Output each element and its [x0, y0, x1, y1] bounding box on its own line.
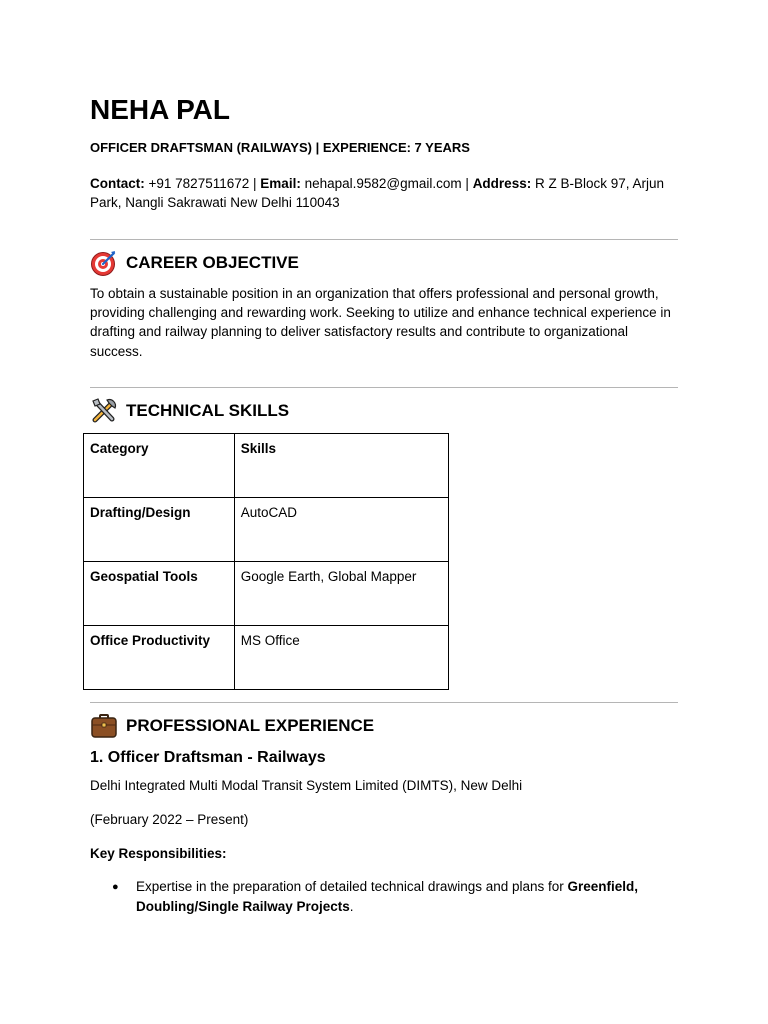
job-period: (February 2022 – Present)	[90, 812, 249, 827]
section-divider	[90, 702, 678, 703]
column-header-skills: Skills	[234, 434, 448, 498]
section-divider	[90, 387, 678, 388]
responsibility-bold: Greenfield, Doubling/Single Railway Projects	[136, 879, 639, 914]
responsibility-plain: Expertise in the preparation of detailed technical drawings and plans for	[136, 879, 568, 894]
responsibility-text	[136, 877, 678, 917]
bullet-icon: ●	[112, 881, 119, 893]
address-label: Address:	[472, 176, 532, 191]
skill-category: Drafting/Design	[84, 498, 235, 562]
table-row	[84, 626, 449, 690]
candidate-headline: OFFICER DRAFTSMAN (RAILWAYS) | EXPERIENCE: 7 YEARS	[90, 140, 470, 155]
career-objective-heading	[90, 249, 299, 277]
postal-address: R Z B-Block 97, Arjun Park, Nangli Sakrawati New Delhi 110043	[90, 176, 665, 210]
skill-values: Google Earth, Global Mapper	[234, 562, 448, 626]
job-company: Delhi Integrated Multi Modal Transit System Limited (DIMTS), New Delhi	[90, 778, 523, 793]
technical-skills-heading	[90, 397, 289, 425]
section-divider	[90, 239, 678, 240]
email-address[interactable]: nehapal.9582@gmail.com	[304, 176, 462, 191]
email-label: Email:	[260, 176, 301, 191]
career-objective-text: To obtain a sustainable position in an organization that offers professional and personal growth, providing challenging and rewarding work. Seeking to utilize and enhance technical experience in drafting and railway planning to deliver satisfactory results and contribute to organizational success.	[90, 286, 671, 359]
skill-values: AutoCAD	[234, 498, 448, 562]
table-header-row	[84, 434, 449, 498]
separator: |	[465, 176, 469, 191]
briefcase-icon	[90, 712, 118, 740]
target-icon	[90, 249, 118, 277]
skill-values: MS Office	[234, 626, 448, 690]
column-header-category: Category	[84, 434, 235, 498]
skill-category: Office Productivity	[84, 626, 235, 690]
phone-number: +91 7827511672	[148, 176, 250, 191]
section-title: TECHNICAL SKILLS	[126, 401, 290, 420]
section-title: PROFESSIONAL EXPERIENCE	[126, 716, 375, 735]
section-title: CAREER OBJECTIVE	[126, 253, 299, 272]
table-row	[84, 562, 449, 626]
job-title: 1. Officer Draftsman - Railways	[90, 749, 326, 766]
skills-table	[83, 433, 449, 690]
separator: |	[253, 176, 257, 191]
tools-icon	[90, 397, 118, 425]
table-row	[84, 498, 449, 562]
candidate-name: NEHA PAL	[90, 94, 230, 125]
contact-info	[90, 174, 678, 212]
responsibilities-label: Key Responsibilities:	[90, 846, 227, 861]
professional-experience-heading	[90, 712, 374, 740]
contact-label: Contact:	[90, 176, 145, 191]
skill-category: Geospatial Tools	[84, 562, 235, 626]
responsibility-suffix: .	[349, 899, 354, 914]
